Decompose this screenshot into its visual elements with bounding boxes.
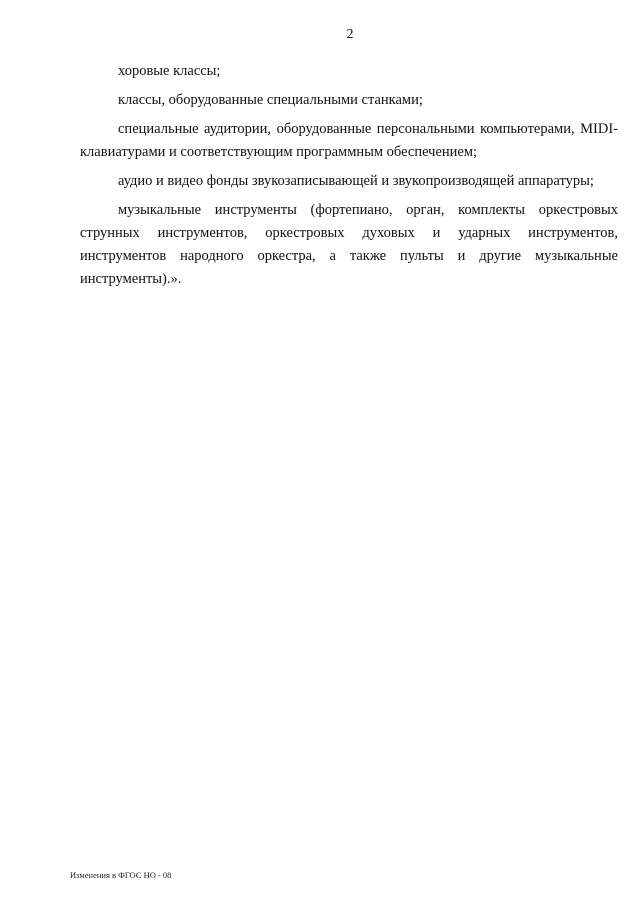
list-item-equipped-classes: классы, оборудованные специальными станками; [118, 92, 423, 108]
list-item-computer-auditoriums: специальные аудитории, оборудованные персональными компьютерами, MIDI-клавиатурами и соответствующим программным обеспечением; [80, 121, 618, 160]
document-body [80, 60, 618, 297]
list-item-audio-video-funds: аудио и видео фонды звукозаписывающей и звукопроизводящей аппаратуры; [118, 173, 594, 189]
list-item-musical-instruments: музыкальные инструменты (фортепиано, орган, комплекты оркестровых струнных инструментов, оркестровых духовых и ударных инструментов, инструментов народного оркестра, а также пульты и другие музыкальные инструменты).». [80, 202, 618, 287]
page-number: 2 [346, 27, 354, 42]
list-item-choir-classes: хоровые классы; [118, 63, 221, 79]
footer-note: Изменения в ФГОС НО - 08 [70, 870, 172, 880]
